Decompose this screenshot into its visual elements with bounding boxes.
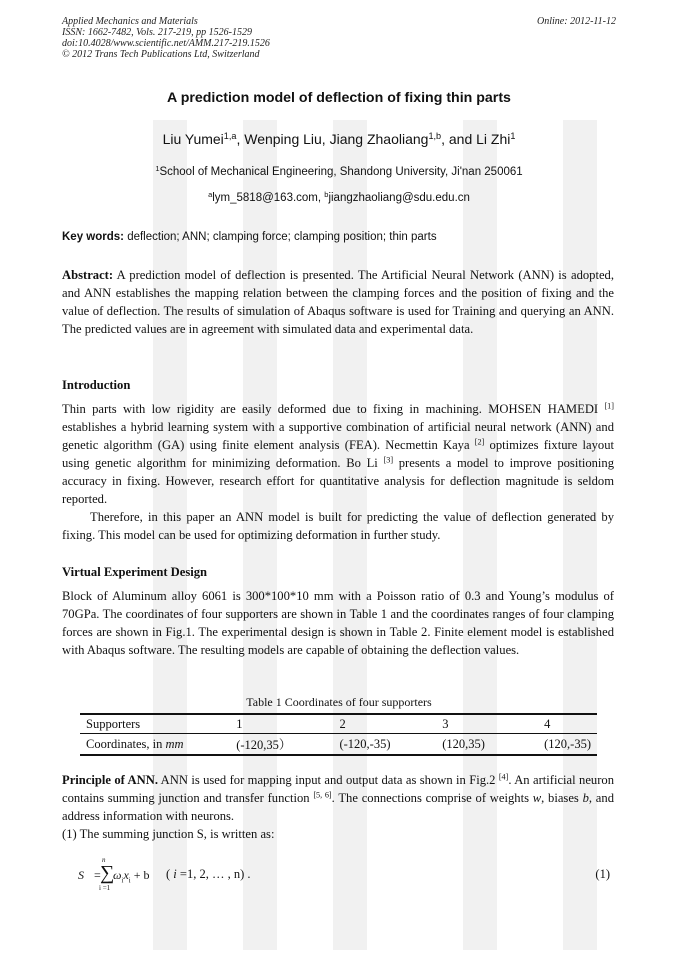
condition-open: (: [166, 867, 174, 881]
principle-paragraph: [62, 771, 614, 843]
copyright-line: © 2012 Trans Tech Publications Ltd, Switzerland: [62, 49, 260, 60]
introduction-paragraph-2: Therefore, in this paper an ANN model is built for predicting the value of deflection generated by fixing. This model can be used for optimizing deformation in further study.: [62, 510, 614, 542]
x-subscript: i: [128, 876, 131, 885]
table-cell: 2: [333, 714, 436, 734]
table-cell: [80, 734, 230, 756]
summing-junction-line: (1) The summing junction S, is written as:: [62, 827, 275, 841]
keywords-label: Key words:: [62, 231, 124, 243]
symbol-w: w: [532, 791, 542, 805]
table-row: [80, 714, 597, 734]
virtual-experiment-paragraph: Block of Aluminum alloy 6061 is 300*100*10 mm with a Poisson ratio of 0.3 and Young’s modulus of 70GPa. The coordinates of four supporters are shown in Table 1 and the coordinates ranges of four clamping forces are shown in Fig.1. The experimental design is shown in Table 2. Finite element model is established with Abaqus software. The resulting models are capable of obtaining the deflection values.: [62, 589, 614, 657]
citation-4: [4]: [498, 772, 509, 782]
principle-text-5: , and address information with neurons.: [62, 791, 614, 823]
intro-text-d: presents a model to improve positioning accuracy in fixing. However, research effort for quantitative analysis for deflection magnitude is seldom reported.: [62, 456, 614, 506]
email-a-sup: a: [208, 189, 213, 199]
citation-3: [3]: [383, 455, 394, 465]
online-date: Online: 2012-11-12: [537, 16, 616, 27]
author-3-affil: 1,b: [428, 131, 442, 141]
keywords-text: deflection; ANN; clamping force; clamping position; thin parts: [124, 231, 437, 243]
introduction-paragraph-1: [62, 400, 614, 508]
abstract-text: A prediction model of deflection is presented. The Artificial Neural Network (ANN) is adopted, and ANN establishes the mapping relation between the clamping forces and the position of fixing and the value of deflection. The results of simulation of Abaqus software is used for Training and querying an ANN. The predicted values are in agreement with simulated data and experimental data.: [62, 268, 614, 336]
paper-title: A prediction model of deflection of fixing thin parts: [167, 90, 511, 106]
principle-heading: Principle of ANN.: [62, 773, 158, 787]
table-cell: 4: [538, 714, 597, 734]
principle-text-1: ANN is used for mapping input and output data as shown in Fig.2: [157, 773, 499, 787]
email-b: jiangzhaoliang@sdu.edu.cn: [328, 192, 470, 204]
symbol-b: b: [582, 791, 589, 805]
table-cell: Supporters: [80, 714, 230, 734]
affiliation: [62, 163, 616, 178]
table-cell: (-120,35）: [230, 734, 333, 756]
table-row: [80, 734, 597, 756]
equation-number: (1): [595, 867, 610, 881]
keywords: [62, 231, 616, 243]
sum-lower-limit: i =1: [99, 884, 111, 892]
table-cell: (120,-35): [538, 734, 597, 756]
doi-line: doi:10.4028/www.scientific.net/AMM.217-219.1526: [62, 38, 270, 49]
issn-line: ISSN: 1662-7482, Vols. 217-219, pp 1526-1529: [62, 27, 252, 38]
journal-header: [62, 16, 616, 60]
condition-range: =1, 2, … , n) .: [176, 867, 251, 881]
table-cell: 1: [230, 714, 333, 734]
coordinates-label: Coordinates, in: [86, 736, 166, 751]
email-b-sup: b: [324, 189, 329, 199]
affiliation-sup: 1: [155, 163, 160, 173]
equation-lhs: S: [78, 868, 84, 882]
affiliation-text: School of Mechanical Engineering, Shandong University, Ji'nan 250061: [159, 166, 523, 178]
authors-last: , and Li Zhi: [441, 131, 511, 147]
citation-1: [1]: [604, 401, 614, 411]
table-1-caption: Table 1 Coordinates of four supporters: [246, 695, 432, 709]
table-cell: (-120,-35): [333, 734, 436, 756]
sum-upper-limit: n: [102, 856, 106, 864]
table-cell: (120,35): [436, 734, 538, 756]
author-4-affil: 1: [510, 131, 516, 141]
authors-middle: , Wenping Liu, Jiang Zhaoliang: [236, 131, 429, 147]
author-1-affil: 1,a: [223, 131, 237, 141]
intro-text-a: Thin parts with low rigidity are easily deformed due to fixing in machining. MOHSEN HAMEDI: [62, 402, 605, 416]
citation-2: [2]: [474, 437, 485, 447]
abstract-label: Abstract:: [62, 268, 114, 282]
email-line: [62, 189, 616, 204]
omega-subscript: i: [121, 876, 124, 885]
intro-text-b: establishes a hybrid learning system with a supportive combination of artificial neural network (ANN) and genetic algorithm (GA) using finite element analysis (FEA). Necmettin Kaya: [62, 420, 614, 452]
author-list: [62, 131, 616, 147]
table-1: [80, 713, 597, 756]
principle-text-2: . An artificial neuron contains summing junction and transfer function: [62, 773, 614, 805]
unit-label: mm: [165, 736, 184, 751]
email-a: lym_5818@163.com,: [212, 192, 325, 204]
intro-text-c: optimizes fixture layout using genetic algorithm for minimizing deformation. Bo Li: [62, 438, 614, 470]
principle-text-3: . The connections comprise of weights: [331, 791, 533, 805]
abstract: [62, 266, 614, 338]
virtual-experiment-heading: Virtual Experiment Design: [62, 565, 208, 579]
principle-text-4: , biases: [541, 791, 583, 805]
author-1: Liu Yumei: [162, 131, 224, 147]
table-cell: 3: [436, 714, 538, 734]
x-symbol: x: [123, 868, 129, 882]
introduction-heading: Introduction: [62, 378, 131, 392]
equation-terms: [113, 868, 150, 884]
plus-b: + b: [130, 868, 150, 882]
equation-equals: =: [94, 868, 101, 882]
condition-index: i: [173, 867, 177, 881]
citation-5-6: [5, 6]: [313, 790, 332, 800]
journal-name: Applied Mechanics and Materials: [62, 16, 198, 27]
omega-symbol: ω: [113, 868, 122, 882]
equation-condition: [166, 867, 251, 882]
sum-symbol: ∑: [100, 862, 115, 884]
